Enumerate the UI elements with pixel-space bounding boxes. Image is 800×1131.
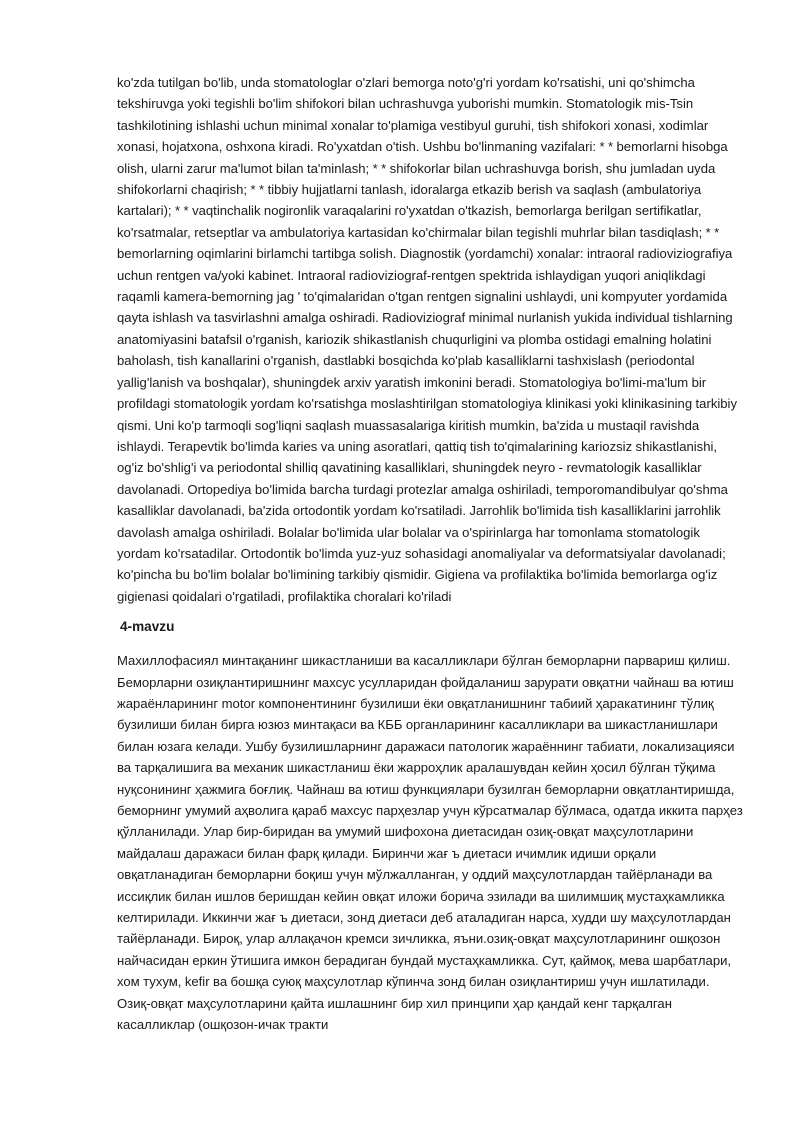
- body-paragraph-maxillofacial-care: Махиллофасиял минтақанинг шикастланиши ва касалликлари бўлган беморларни парвариш қилиш. Беморларни озиқлантиришнинг махсус усулларидан фойдаланиш зарурати овқатни чайнаш ва ютиш жараёнларининг motor компонентининг бузилиши ёки овқатланишнинг табиий ҳаракатининг тўлиқ бузилиши билан бирга юзюз минтақаси ва КББ органларининг касалликлари ва шикастланишлари билан юзага келади. Ушбу бузилишларнинг даражаси патологик жараённинг табиати, локализацияси ва тарқалишига ва механик шикастланиш ёки жарроҳлик аралашувдан кейин ҳосил бўлган тўқима нуқсонининг ҳажмига боғлиқ. Чайнаш ва ютиш функциялари бузилган беморларни овқатлантиришда, беморнинг умумий аҳволига қараб махсус парҳезлар учун кўрсатмалар бўлмаса, одатда иккита парҳез қўлланилади. Улар бир-биридан ва умумий шифохона диетасидан озиқ-овқат маҳсулотларини майдалаш даражаси билан фарқ қилади. Биринчи жағ ъ диетаси ичимлик идиши орқали овқатланадиган беморларни боқиш учун мўлжалланган, у оддий маҳсулотлардан тайёрланади ва иссиқлик билан ишлов беришдан кейин овқат иложи борича эзилади ва шилимшиқ мустаҳкамликка келтирилади. Иккинчи жағ ъ диетаси, зонд диетаси деб аталадиган нарса, худди шу маҳсулотлардан тайёрланади. Бироқ, улар аллақачон кремси зичликка, яъни.озиқ-овқат маҳсулотларининг ошқозон найчасидан еркин ўтишига имкон берадиган бундай мустаҳкамликка. Сут, қаймоқ, мева шарбатлари, хом тухум, kefir ва бошқа суюқ маҳсулотлар кўпинча зонд билан озиқлантириш учун ишлатилади. Озиқ-овқат маҳсулотларини қайта ишлашнинг бир хил принципи ҳар қандай кенг тарқалган касалликлар (ошқозон-ичак тракти: [117, 653, 743, 1033]
- section-heading: 4-mavzu: [120, 619, 175, 635]
- document-page: [117, 72, 745, 1035]
- body-paragraph-stomatology-departments: ko'zda tutilgan bo'lib, unda stomatologlar o'zlari bemorga noto'g'ri yordam ko'rsatishi, uni qo'shimcha tekshiruvga yoki tegishli bo'lim shifokori bilan uchrashuvga yuborishi mumkin. Stomatologik mis-Tsin tashkilotining ishlashi uchun minimal xonalar to'plamiga vestibyul guruhi, tish shifokori xonasi, xodimlar xonasi, hojatxona, oshxona kiradi. Ro'yxatdan o'tish. Ushbu bo'linmaning vazifalari: * * bemorlarni hisobga olish, ularni zarur ma'lumot bilan ta'minlash; * * shifokorlar bilan uchrashuvga borish, shu jumladan uyda shifokorlarni chaqirish; * * tibbiy hujjatlarni tanlash, idoralarga etkazib berish va saqlash (ambulatoriya kartalari); * * vaqtinchalik nogironlik varaqalarini ro'yxatdan o'tkazish, bemorlarga berilgan sertifikatlar, ko'rsatmalar, retseptlar va ambulatoriya kartasidan ko'chirmalar bilan tegishli muhrlar bilan tasdiqlash; * * bemorlarning oqimlarini birlamchi tartibga solish. Diagnostik (yordamchi) xonalar: intraoral radioviziografiya uchun rentgen va/yoki kabinet. Intraoral radioviziograf-rentgen spektrida ishlaydigan yuqori aniqlikdagi raqamli kamera-bemorning jag ' to'qimalaridan o'tgan rentgen signalini ushlaydi, uni kompyuter yordamida qayta ishlash va tasvirlashni amalga oshiradi. Radioviziograf minimal nurlanish yukida individual tishlarning anatomiyasini batafsil o'rganish, kariozik shikastlanish chuqurligini va plomba ostidagi emalning holatini baholash, tish kanallarini o'rganish, dastlabki bosqichda ko'plab kasalliklarni tashxislash (periodontal yallig'lanish va boshqalar), shuningdek arxiv yaratish imkonini beradi. Stomatologiya bo'limi-ma'lum bir profildagi stomatologik yordam ko'rsatishga moslashtirilgan stomatologiya klinikasi yoki klinikasining tarkibiy qismi. Uni ko'p tarmoqli sog'liqni saqlash muassasalariga kiritish mumkin, ba'zida u mustaqil ravishda ishlaydi. Terapevtik bo'limda karies va uning asoratlari, qattiq tish to'qimalarining kariozsiz shikastlanishi, og'iz bo'shlig'i va periodontal shilliq qavatining kasalliklari, shuningdek neyro - revmatologik kasalliklar davolanadi. Ortopediya bo'limida barcha turdagi protezlar amalga oshiriladi, temporomandibulyar qo'shma kasalliklar davolanadi, ba'zida ortodontik yordam ko'rsatiladi. Jarrohlik bo'limida tish kasalliklarini jarrohlik davolash amalga oshiriladi. Bolalar bo'limida ular bolalar va o'spirinlarga har tomonlama stomatologik yordam ko'rsatadilar. Ortodontik bo'limda yuz-yuz sohasidagi anomaliyalar va deformatsiyalar davolanadi; ko'pincha bu bo'lim bolalar bo'limining tarkibiy qismidir. Gigiena va profilaktika bo'limida bemorlarga og'iz gigienasi qoidalari o'rgatiladi, profilaktika choralari ko'riladi: [117, 75, 738, 604]
